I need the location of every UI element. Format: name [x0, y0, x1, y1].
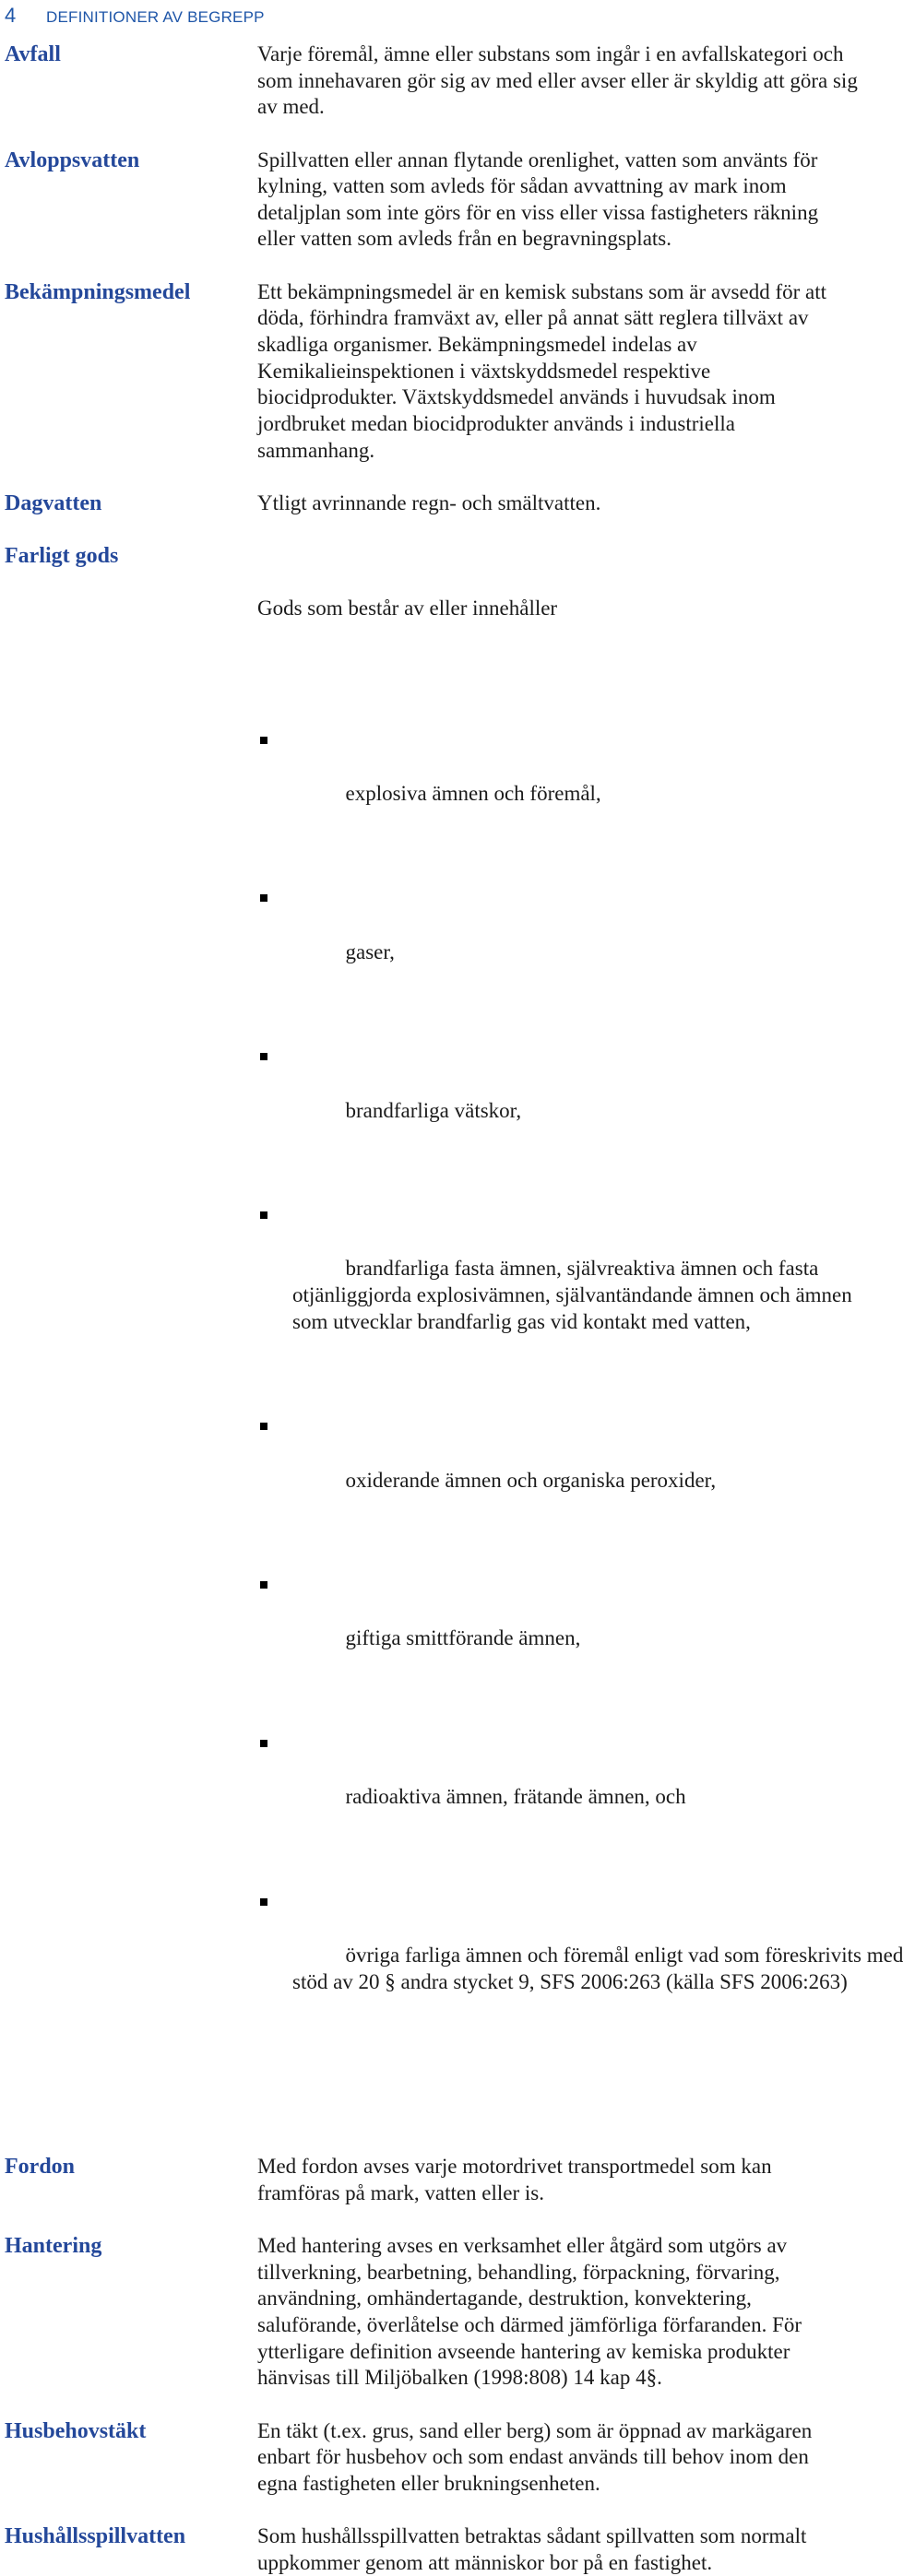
definition-entry-dagvatten	[0, 490, 885, 517]
definition-text: Ett bekämpningsmedel är en kemisk substans som är avsedd för att döda, förhindra framväxt av, eller på annat sätt reglera tillväxt av skadliga organismer. Bekämpningsmedel indelas av Kemikalieinspektionen i växtskyddsmedel respektive biocidprodukter. Växtskyddsmedel används i huvudsak inom jordbruket medan biocidprodukter används i industriella sammanhang.	[257, 279, 827, 462]
square-bullet-icon	[260, 1740, 267, 1747]
page-header	[5, 4, 265, 30]
definition-text: Spillvatten eller annan flytande orenlighet, vatten som använts för kylning, vatten som avleds för sådan avvattning av mark inom detaljplan som inte görs för en viss eller vissa fastigheters räkning eller vatten som avleds från en begravningsplats.	[257, 148, 819, 251]
term: Avloppsvatten	[5, 148, 140, 172]
definition-text: En täkt (t.ex. grus, sand eller berg) som är öppnad av markägaren enbart för husbehov och som endast används till behov inom den egna fastigheten eller brukningsenheten.	[257, 2418, 813, 2495]
definition-entry-farligt-gods	[0, 543, 903, 2127]
list-item-text: oxiderande ämnen och organiska peroxider,	[345, 1468, 717, 1492]
square-bullet-icon	[260, 737, 267, 744]
definition-entry-fordon	[0, 2154, 885, 2206]
definition-body	[257, 543, 903, 2127]
bullet-list	[257, 675, 903, 2074]
definition-text: Som hushållsspillvatten betraktas sådant spillvatten som normalt uppkommer genom att människor bor på en fastighet.	[257, 2524, 807, 2574]
square-bullet-icon	[260, 1581, 267, 1589]
definition-text: Varje föremål, ämne eller substans som ingår i en avfallskategori och som innehavaren gör sig av med eller avser eller är skyldig att göra sig av med.	[257, 42, 858, 119]
definition-entry-bekampningsmedel	[0, 279, 885, 464]
list-item-text: övriga farliga ämnen och föremål enligt vad som föreskrivits med stöd av 20 § andra stycket 9, SFS 2006:263 (källa SFS 2006:263)	[292, 1944, 903, 1993]
square-bullet-icon	[260, 1211, 267, 1219]
term: Husbehovstäkt	[5, 2418, 147, 2443]
chapter-number: 4	[5, 4, 17, 27]
list-item	[257, 1045, 884, 1151]
definition-entry-avloppsvatten	[0, 148, 885, 254]
square-bullet-icon	[260, 894, 267, 902]
term: Hushållsspillvatten	[5, 2524, 186, 2549]
definition-text: Med fordon avses varje motordrivet transportmedel som kan framföras på mark, vatten eller is.	[257, 2155, 772, 2204]
list-item	[257, 1203, 884, 1362]
term: Farligt gods	[5, 544, 119, 569]
list-item-text: radioaktiva ämnen, frätande ämnen, och	[345, 1785, 686, 1809]
list-item	[257, 1414, 884, 1520]
term: Fordon	[5, 2155, 76, 2180]
list-item	[257, 1890, 903, 2022]
list-item-text: explosiva ämnen och föremål,	[345, 781, 601, 805]
list-item-text: brandfarliga vätskor,	[345, 1098, 522, 1122]
list-item	[257, 728, 884, 834]
definition-entry-avfall	[0, 41, 885, 121]
definition-entry-husbehovstakt	[0, 2418, 885, 2498]
list-item-text: gaser,	[345, 939, 395, 963]
term: Dagvatten	[5, 490, 102, 515]
term: Bekämpningsmedel	[5, 279, 191, 304]
definition-intro: Gods som består av eller innehåller	[257, 597, 558, 620]
term: Avfall	[5, 42, 61, 66]
list-item	[257, 1731, 884, 1837]
list-item	[257, 886, 884, 992]
definition-text: Med hantering avses en verksamhet eller åtgärd som utgörs av tillverkning, bearbetning, behandling, förpackning, förvaring, användning, omhändertagande, destruktion, konvektering, saluförande, överlåtelse och därmed jämförliga förfaranden. För ytterligare definition avseende hantering av kemiska produkter hänvisas till Miljöbalken (1998:808) 14 kap 4§.	[257, 2234, 802, 2390]
definition-entry-hantering	[0, 2233, 885, 2392]
chapter-title: DEFINITIONER AV BEGREPP	[46, 8, 265, 26]
list-item-text: brandfarliga fasta ämnen, självreaktiva ämnen och fasta otjänliggjorda explosivämnen, självantändande ämnen och ämnen som utvecklar brandfarlig gas vid kontakt med vatten,	[292, 1257, 852, 1333]
definition-text: Ytligt avrinnande regn- och smältvatten.	[257, 490, 601, 514]
definitions-list	[0, 41, 903, 2576]
list-item-text: giftiga smittförande ämnen,	[345, 1626, 581, 1650]
square-bullet-icon	[260, 1053, 267, 1060]
list-item	[257, 1573, 884, 1679]
square-bullet-icon	[260, 1898, 267, 1906]
term: Hantering	[5, 2234, 102, 2259]
definition-entry-hushallsspillvatten	[0, 2523, 885, 2576]
square-bullet-icon	[260, 1423, 267, 1430]
